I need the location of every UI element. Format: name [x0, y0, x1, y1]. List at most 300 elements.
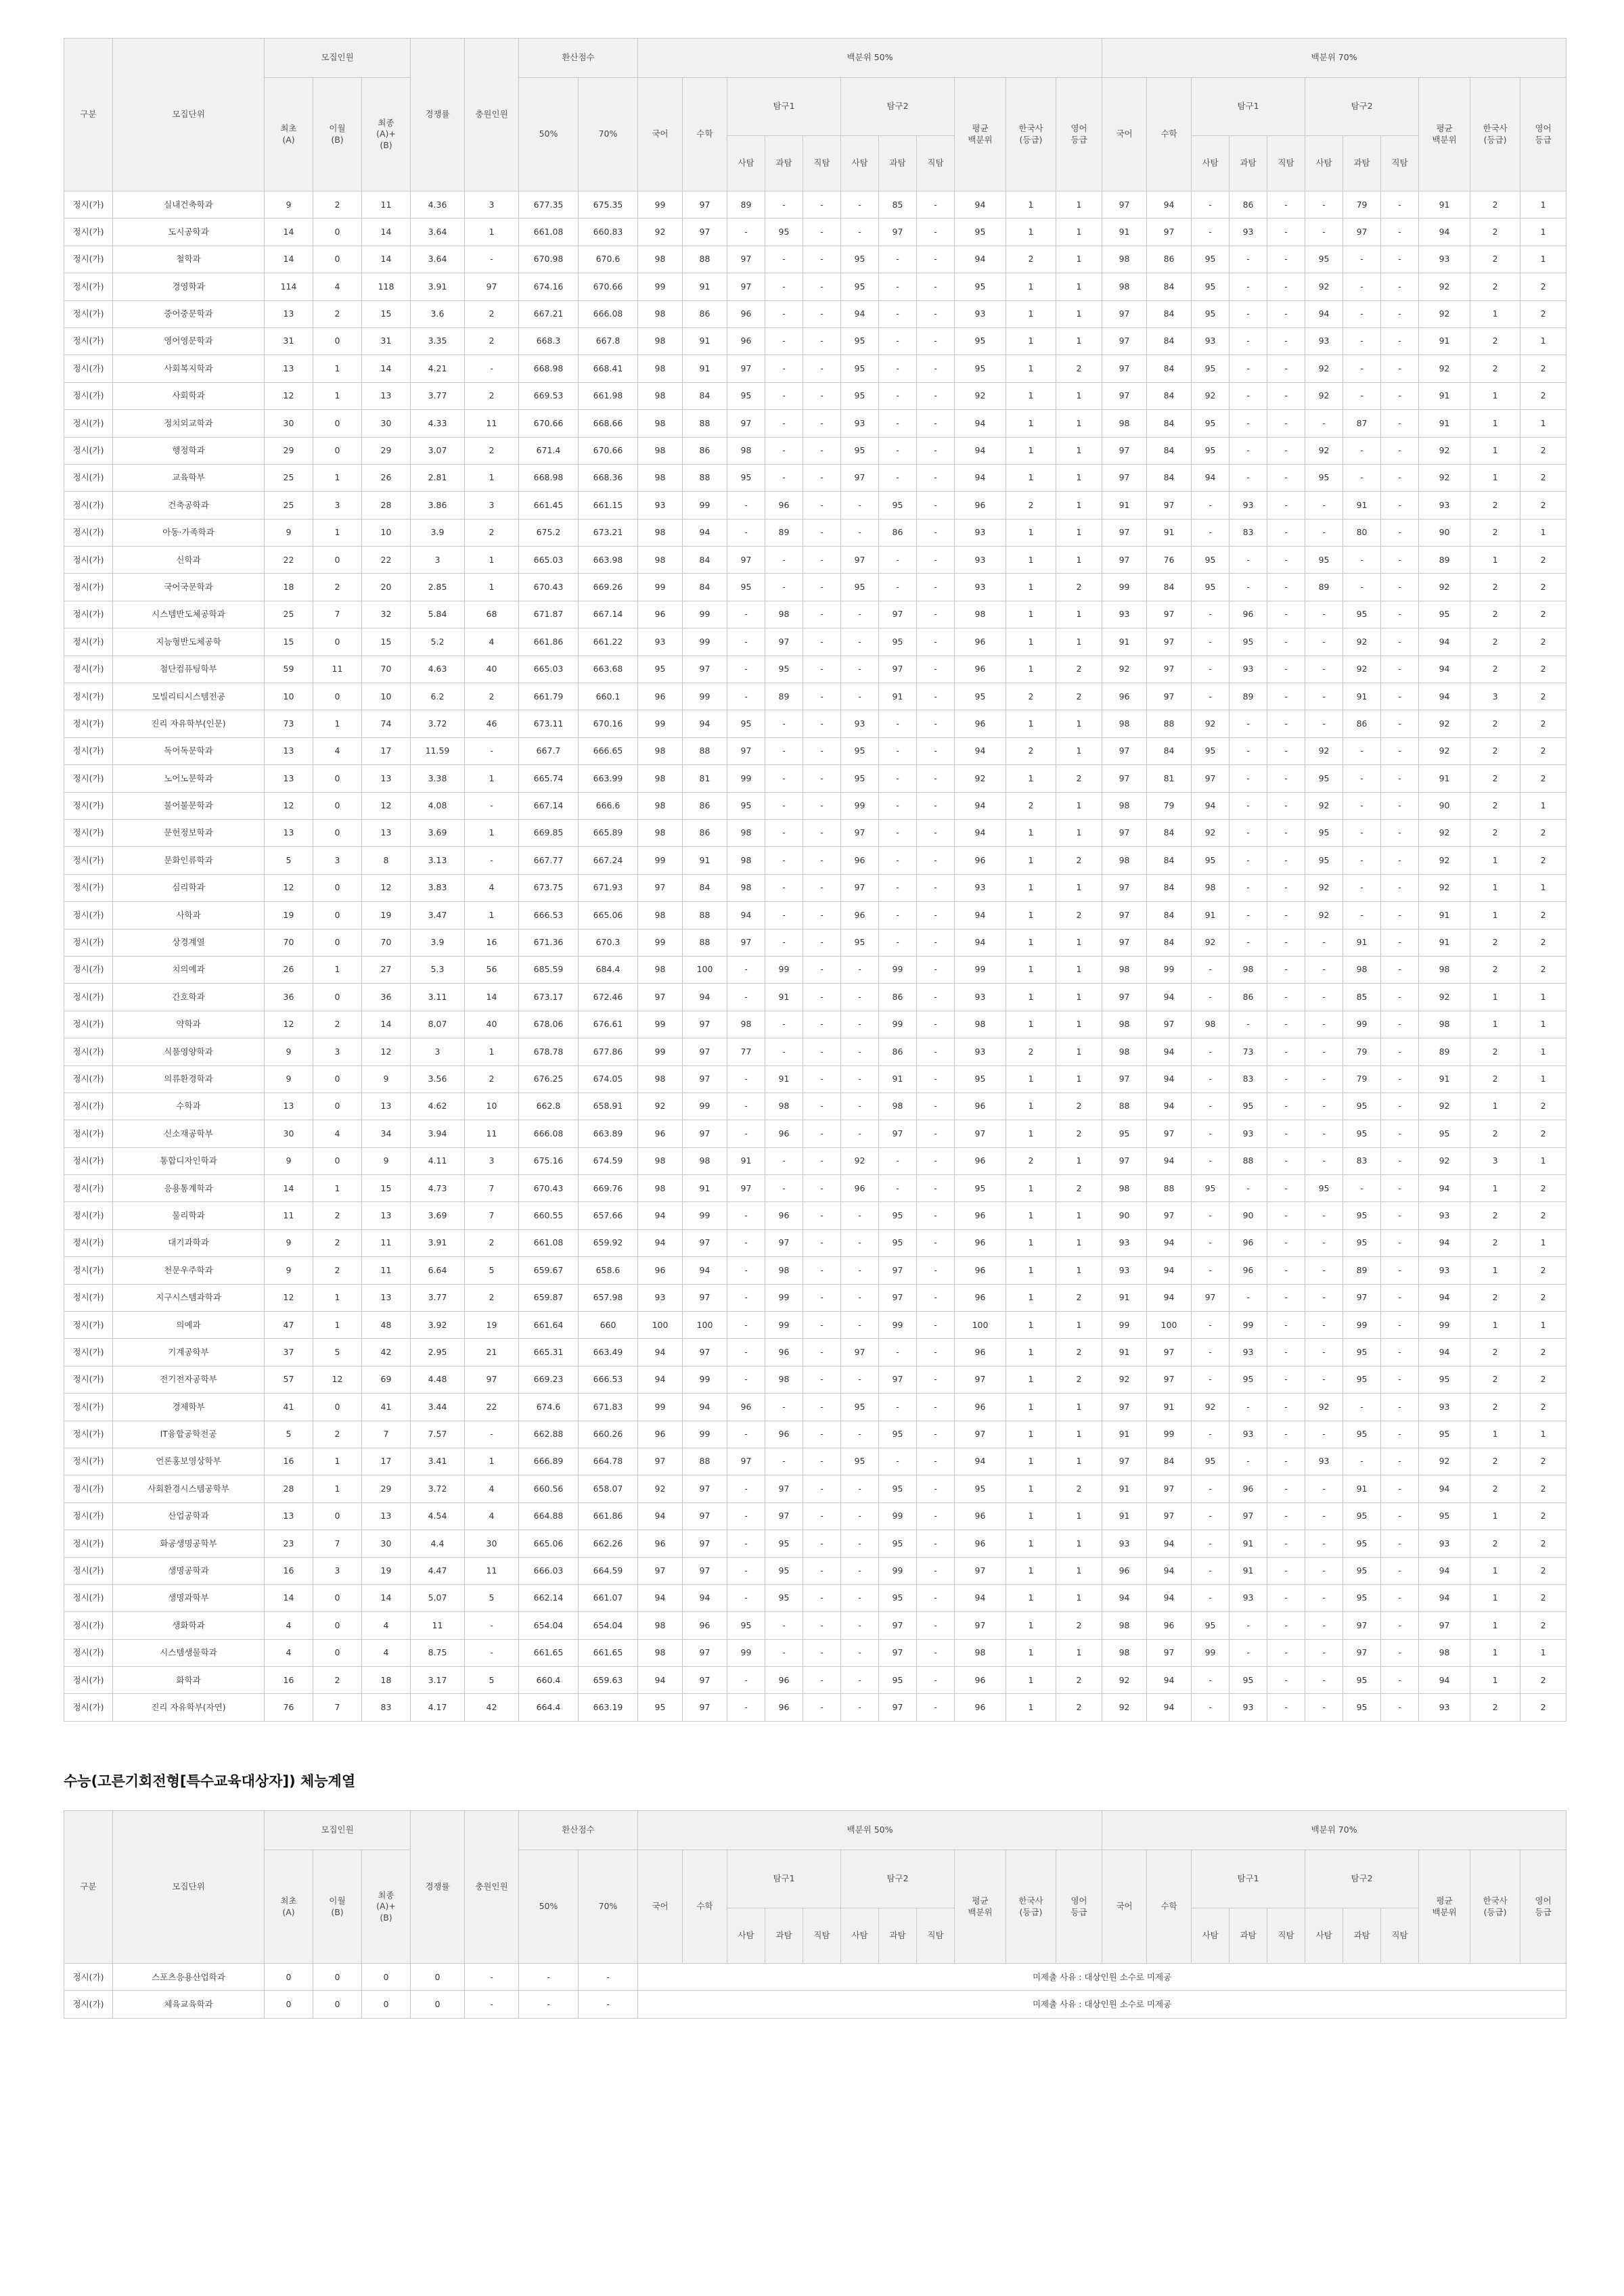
cell-inq2-social-50: 97	[841, 819, 879, 846]
cell-korean-70: 98	[1102, 1175, 1147, 1202]
cell-score-50: 673.17	[519, 984, 579, 1011]
header-competition: 경쟁률	[411, 39, 465, 191]
cell-inq2-social-70: -	[1305, 656, 1343, 683]
cell-avg-pct-70: 90	[1419, 519, 1470, 546]
cell-competition: 11.59	[411, 737, 465, 764]
header-inquiry1-70: 탐구1	[1192, 78, 1305, 136]
cell-inq1-social-50: 97	[727, 547, 765, 574]
cell-inq2-science-50: 86	[879, 1038, 917, 1065]
cell-inq2-social-70: 92	[1305, 1394, 1343, 1421]
cell-inq2-voc-50: -	[917, 874, 955, 901]
cell-english-70: 2	[1520, 273, 1566, 300]
cell-inq2-social-70: -	[1305, 1120, 1343, 1147]
cell-history-50: 1	[1006, 710, 1056, 737]
cell-avg-pct-70: 92	[1419, 847, 1470, 874]
cell-score-50: 685.59	[519, 956, 579, 983]
table-row	[64, 355, 1566, 382]
table-row	[64, 1011, 1566, 1038]
cell-inq2-voc-50: -	[917, 1147, 955, 1174]
cell-inq2-science-70: -	[1343, 300, 1381, 327]
cell-inq1-social-70: -	[1192, 1120, 1230, 1147]
header-inquiry2: 탐구2	[841, 78, 955, 136]
cell-history-70: 1	[1470, 847, 1520, 874]
cell-avg-pct-50: 96	[955, 1502, 1006, 1530]
cell-gubun: 정시(가)	[64, 819, 113, 846]
cell-inq2-science-70: 95	[1343, 1694, 1381, 1721]
cell-score-70: 661.15	[579, 492, 638, 519]
cell-inq2-voc-50: -	[917, 219, 955, 246]
cell-inq1-social-50: 98	[727, 847, 765, 874]
cell-english-50: 1	[1056, 492, 1102, 519]
cell-avg-pct-70: 91	[1419, 327, 1470, 354]
cell-english-70: 1	[1520, 1229, 1566, 1256]
cell-extra: -	[465, 355, 519, 382]
cell-inq1-voc-70: -	[1267, 1612, 1305, 1639]
cell-final-total: 13	[362, 1284, 411, 1311]
cell-avg-pct-70: 98	[1419, 1639, 1470, 1666]
cell-gubun: 정시(가)	[64, 710, 113, 737]
cell-korean-70: 98	[1102, 1612, 1147, 1639]
cell-math-50: 99	[683, 601, 727, 628]
header-science: 과탐	[765, 1908, 803, 1964]
cell-final-a: 26	[265, 956, 313, 983]
cell-final-total: 12	[362, 792, 411, 819]
cell-final-total: 13	[362, 382, 411, 409]
cell-inq2-science-50: 95	[879, 1202, 917, 1229]
cell-inq2-science-70: -	[1343, 246, 1381, 273]
cell-final-total: 13	[362, 765, 411, 792]
cell-competition: 3.72	[411, 1475, 465, 1502]
header-converted: 환산점수	[519, 1811, 638, 1850]
cell-score-70: 662.26	[579, 1530, 638, 1557]
cell-inq2-voc-70: -	[1381, 1475, 1419, 1502]
cell-inq1-voc-70: -	[1267, 1667, 1305, 1694]
header-pct50: 백분위 50%	[638, 39, 1102, 78]
cell-korean-50: 98	[638, 1065, 683, 1093]
cell-unit: 심리학과	[113, 874, 265, 901]
header-science: 과탐	[1343, 136, 1381, 191]
header-social: 사탐	[841, 136, 879, 191]
cell-avg-pct-50: 93	[955, 300, 1006, 327]
cell-english-50: 2	[1056, 902, 1102, 929]
cell-inq2-voc-70: -	[1381, 547, 1419, 574]
cell-korean-50: 96	[638, 1421, 683, 1448]
cell-inq2-social-50: 93	[841, 410, 879, 437]
cell-inq2-social-50: 95	[841, 765, 879, 792]
cell-final-total: 74	[362, 710, 411, 737]
admission-results-table	[64, 38, 1566, 1722]
cell-unit: 통합디자인학과	[113, 1147, 265, 1174]
cell-inq2-voc-70: -	[1381, 1065, 1419, 1093]
header-avg-pct-70: 평균 백분위	[1419, 78, 1470, 191]
cell-inq1-social-50: -	[727, 1584, 765, 1611]
cell-math-70: 84	[1147, 300, 1192, 327]
cell-korean-70: 92	[1102, 1694, 1147, 1721]
cell-competition: 4.48	[411, 1366, 465, 1393]
cell-math-70: 84	[1147, 355, 1192, 382]
cell-gubun: 정시(가)	[64, 327, 113, 354]
cell-inq1-voc-50: -	[803, 219, 841, 246]
cell-english-50: 1	[1056, 874, 1102, 901]
cell-extra: 56	[465, 956, 519, 983]
cell-history-50: 1	[1006, 1639, 1056, 1666]
cell-inq1-science-50: 97	[765, 1475, 803, 1502]
cell-score-70: 667.14	[579, 601, 638, 628]
cell-history-70: 2	[1470, 519, 1520, 546]
cell-score-70: 663.99	[579, 765, 638, 792]
cell-math-70: 94	[1147, 191, 1192, 219]
cell-inq1-science-50: -	[765, 874, 803, 901]
cell-inq2-voc-70: -	[1381, 1284, 1419, 1311]
cell-korean-50: 92	[638, 1093, 683, 1120]
cell-inq2-social-70: -	[1305, 1011, 1343, 1038]
header-history: 한국사 (등급)	[1006, 1850, 1056, 1964]
cell-score-70: 666.6	[579, 792, 638, 819]
cell-inq1-social-50: 97	[727, 929, 765, 956]
cell-inq1-voc-70: -	[1267, 574, 1305, 601]
cell-inq2-social-70: -	[1305, 492, 1343, 519]
cell-history-50: 1	[1006, 437, 1056, 464]
cell-history-50: 1	[1006, 327, 1056, 354]
cell-inq1-voc-50: -	[803, 547, 841, 574]
cell-inq2-voc-50: -	[917, 1502, 955, 1530]
cell-inq2-voc-50: -	[917, 984, 955, 1011]
cell-history-50: 1	[1006, 464, 1056, 491]
cell-english-50: 2	[1056, 1339, 1102, 1366]
cell-korean-70: 93	[1102, 601, 1147, 628]
cell-score-50: 675.16	[519, 1147, 579, 1174]
table-row	[64, 300, 1566, 327]
cell-korean-70: 97	[1102, 547, 1147, 574]
cell-carry-b: 1	[313, 710, 362, 737]
table-row	[64, 492, 1566, 519]
cell-inq1-science-50: -	[765, 246, 803, 273]
cell-english-50: 1	[1056, 1257, 1102, 1284]
cell-korean-70: 98	[1102, 710, 1147, 737]
cell-inq2-social-70: -	[1305, 1557, 1343, 1584]
cell-inq2-social-70: -	[1305, 519, 1343, 546]
cell-inq1-social-50: 91	[727, 1147, 765, 1174]
cell-avg-pct-50: 96	[955, 1147, 1006, 1174]
cell-final-a: 114	[265, 273, 313, 300]
cell-history-50: 1	[1006, 1011, 1056, 1038]
cell-score-50: 670.98	[519, 246, 579, 273]
cell-korean-50: 94	[638, 1667, 683, 1694]
cell-inq2-social-70: 92	[1305, 737, 1343, 764]
cell-unit: 의예과	[113, 1312, 265, 1339]
cell-score-50: 668.98	[519, 464, 579, 491]
cell-math-70: 94	[1147, 1694, 1192, 1721]
cell-history-70: 2	[1470, 219, 1520, 246]
cell-gubun: 정시(가)	[64, 902, 113, 929]
cell-competition: 4.63	[411, 656, 465, 683]
cell-inq2-voc-70: -	[1381, 327, 1419, 354]
cell-competition: 3.41	[411, 1448, 465, 1475]
cell-inq1-social-70: -	[1192, 984, 1230, 1011]
cell-unit: 천문우주학과	[113, 1257, 265, 1284]
cell-inq2-social-70: 89	[1305, 574, 1343, 601]
cell-inq1-science-70: -	[1230, 382, 1267, 409]
cell-inq1-voc-70: -	[1267, 1038, 1305, 1065]
cell-score-70: 658.07	[579, 1475, 638, 1502]
table-row	[64, 683, 1566, 710]
cell-inq1-social-70: 95	[1192, 246, 1230, 273]
cell-inq1-science-70: -	[1230, 464, 1267, 491]
cell-inq1-voc-70: -	[1267, 1257, 1305, 1284]
cell-final-total: 11	[362, 1229, 411, 1256]
cell-unit: 지구시스템과학과	[113, 1284, 265, 1311]
table-row	[64, 1667, 1566, 1694]
cell-carry-b: 0	[313, 929, 362, 956]
cell-score-70: 670.16	[579, 710, 638, 737]
cell-history-70: 2	[1470, 1448, 1520, 1475]
cell-history-50: 1	[1006, 1065, 1056, 1093]
cell-inq1-social-70: 92	[1192, 382, 1230, 409]
cell-math-50: 94	[683, 519, 727, 546]
cell-inq2-science-70: 91	[1343, 929, 1381, 956]
cell-inq1-social-70: 95	[1192, 847, 1230, 874]
table-row	[64, 246, 1566, 273]
cell-inq2-social-70: 93	[1305, 1448, 1343, 1475]
cell-unit: 첨단컴퓨팅학부	[113, 656, 265, 683]
cell-korean-70: 91	[1102, 492, 1147, 519]
cell-inq1-voc-70: -	[1267, 1557, 1305, 1584]
cell-math-50: 97	[683, 1284, 727, 1311]
cell-inq2-science-50: 95	[879, 1667, 917, 1694]
cell-score-50: 661.86	[519, 628, 579, 656]
cell-korean-50: 98	[638, 519, 683, 546]
cell-inq1-voc-70: -	[1267, 1475, 1305, 1502]
cell-inq1-social-70: -	[1192, 1257, 1230, 1284]
cell-final-total: 13	[362, 819, 411, 846]
cell-math-70: 94	[1147, 1284, 1192, 1311]
cell-math-70: 97	[1147, 219, 1192, 246]
cell-inq2-voc-70: -	[1381, 1257, 1419, 1284]
cell-score-50: 660.55	[519, 1202, 579, 1229]
cell-final-total: 12	[362, 1038, 411, 1065]
cell-extra: 42	[465, 1694, 519, 1721]
cell-inq2-voc-70: -	[1381, 902, 1419, 929]
header-english: 영어 등급	[1056, 78, 1102, 191]
cell-unit: 진리 자유학부(자연)	[113, 1694, 265, 1721]
cell-inq2-voc-70: -	[1381, 765, 1419, 792]
cell-inq1-science-70: -	[1230, 1612, 1267, 1639]
cell-avg-pct-70: 92	[1419, 984, 1470, 1011]
cell-unit: 의류환경학과	[113, 1065, 265, 1093]
cell-english-50: 2	[1056, 1694, 1102, 1721]
cell-gubun: 정시(가)	[64, 1229, 113, 1256]
cell-inq2-social-50: -	[841, 1202, 879, 1229]
cell-math-70: 79	[1147, 792, 1192, 819]
cell-inq1-science-70: -	[1230, 273, 1267, 300]
cell-english-50: 1	[1056, 1147, 1102, 1174]
cell-english-70: 2	[1520, 547, 1566, 574]
cell-inq2-voc-70: -	[1381, 984, 1419, 1011]
cell-inq1-science-50: 96	[765, 1667, 803, 1694]
cell-inq2-social-70: -	[1305, 984, 1343, 1011]
cell-gubun: 정시(가)	[64, 1284, 113, 1311]
cell-inq1-science-70: 96	[1230, 601, 1267, 628]
cell-korean-50: 96	[638, 1530, 683, 1557]
cell-inq1-voc-50: -	[803, 410, 841, 437]
cell-english-50: 1	[1056, 1038, 1102, 1065]
cell-inq2-science-50: -	[879, 710, 917, 737]
cell-final-a: 9	[265, 1038, 313, 1065]
cell-avg-pct-50: 95	[955, 219, 1006, 246]
cell-history-50: 1	[1006, 765, 1056, 792]
cell-final-total: 4	[362, 1612, 411, 1639]
cell-avg-pct-50: 95	[955, 1475, 1006, 1502]
cell-score-50: 676.25	[519, 1065, 579, 1093]
cell-korean-50: 94	[638, 1229, 683, 1256]
cell-inq2-science-50: 97	[879, 1612, 917, 1639]
cell-history-50: 1	[1006, 1557, 1056, 1584]
cell-inq1-social-50: 96	[727, 300, 765, 327]
cell-inq2-science-50: -	[879, 902, 917, 929]
cell-math-70: 99	[1147, 956, 1192, 983]
cell-extra: 2	[465, 327, 519, 354]
cell-math-70: 97	[1147, 1339, 1192, 1366]
cell-math-50: 86	[683, 819, 727, 846]
cell-history-70: 2	[1470, 1394, 1520, 1421]
cell-inq2-social-70: -	[1305, 601, 1343, 628]
cell-inq1-social-50: -	[727, 984, 765, 1011]
cell-inq2-social-50: 94	[841, 300, 879, 327]
cell-final-a: 14	[265, 219, 313, 246]
cell-final-total: 9	[362, 1147, 411, 1174]
cell-competition: 4.08	[411, 792, 465, 819]
cell-inq1-social-50: -	[727, 1202, 765, 1229]
cell-english-70: 2	[1520, 1175, 1566, 1202]
cell-history-70: 2	[1470, 628, 1520, 656]
cell-extra: 1	[465, 547, 519, 574]
cell-final-total: 17	[362, 737, 411, 764]
cell-avg-pct-50: 96	[955, 628, 1006, 656]
cell-avg-pct-70: 89	[1419, 1038, 1470, 1065]
cell-history-70: 1	[1470, 382, 1520, 409]
cell-inq2-science-70: 95	[1343, 1229, 1381, 1256]
cell-math-70: 97	[1147, 1366, 1192, 1393]
cell-history-50: 1	[1006, 656, 1056, 683]
cell-inq1-social-70: 95	[1192, 1448, 1230, 1475]
cell-english-70: 2	[1520, 437, 1566, 464]
cell-english-70: 1	[1520, 1421, 1566, 1448]
cell-score-70: 665.06	[579, 902, 638, 929]
cell-final-a: 30	[265, 410, 313, 437]
cell-inq1-social-70: 98	[1192, 1011, 1230, 1038]
cell-score-70: 660	[579, 1312, 638, 1339]
cell-inq1-science-70: 93	[1230, 492, 1267, 519]
cell-math-70: 94	[1147, 1093, 1192, 1120]
cell-history-70: 2	[1470, 191, 1520, 219]
cell-carry-b: 5	[313, 1339, 362, 1366]
cell-inq2-science-70: 79	[1343, 1065, 1381, 1093]
cell-inq1-science-50: -	[765, 547, 803, 574]
cell-score-50: 678.06	[519, 1011, 579, 1038]
cell-extra: 2	[465, 1284, 519, 1311]
cell-inq2-voc-50: -	[917, 819, 955, 846]
cell-inq1-social-50: -	[727, 1557, 765, 1584]
cell-final-total: 4	[362, 1639, 411, 1666]
cell-inq1-science-50: -	[765, 410, 803, 437]
cell-competition: 3.64	[411, 219, 465, 246]
cell-inq1-voc-50: -	[803, 792, 841, 819]
cell-final-a: 37	[265, 1339, 313, 1366]
cell-unit: 생명공학과	[113, 1557, 265, 1584]
cell-inq2-voc-70: -	[1381, 464, 1419, 491]
cell-carry-b: 1	[313, 1312, 362, 1339]
cell-inq1-social-50: -	[727, 683, 765, 710]
cell-english-50: 1	[1056, 1394, 1102, 1421]
cell-avg-pct-50: 96	[955, 1093, 1006, 1120]
cell-english-70: 2	[1520, 737, 1566, 764]
cell-inq1-science-50: 95	[765, 1557, 803, 1584]
cell-inq2-social-50: -	[841, 1312, 879, 1339]
cell-inq1-social-70: -	[1192, 1339, 1230, 1366]
cell-inq2-voc-50: -	[917, 1202, 955, 1229]
cell-inq1-voc-70: -	[1267, 874, 1305, 901]
cell-korean-70: 97	[1102, 737, 1147, 764]
cell-inq1-voc-70: -	[1267, 847, 1305, 874]
cell-english-70: 2	[1520, 300, 1566, 327]
cell-gubun: 정시(가)	[64, 1502, 113, 1530]
table-header	[64, 39, 1566, 191]
cell-final-total: 0	[362, 1991, 411, 2018]
cell-carry-b: 7	[313, 601, 362, 628]
cell-inq2-social-50: -	[841, 1038, 879, 1065]
cell-score-50: 675.2	[519, 519, 579, 546]
cell-unit: 사회학과	[113, 382, 265, 409]
cell-competition: 4.11	[411, 1147, 465, 1174]
table-row	[64, 956, 1566, 983]
cell-final-total: 14	[362, 1011, 411, 1038]
cell-korean-70: 93	[1102, 1530, 1147, 1557]
cell-inq2-voc-50: -	[917, 1475, 955, 1502]
cell-inq2-voc-50: -	[917, 1421, 955, 1448]
cell-history-70: 2	[1470, 1366, 1520, 1393]
cell-final-a: 12	[265, 874, 313, 901]
cell-score-50: -	[519, 1964, 579, 1991]
cell-inq2-science-50: -	[879, 792, 917, 819]
cell-math-50: 99	[683, 492, 727, 519]
cell-final-total: 70	[362, 656, 411, 683]
cell-math-50: 94	[683, 984, 727, 1011]
cell-korean-70: 96	[1102, 1557, 1147, 1584]
cell-inq1-social-70: 95	[1192, 737, 1230, 764]
cell-final-a: 9	[265, 191, 313, 219]
cell-avg-pct-70: 91	[1419, 929, 1470, 956]
cell-inq1-social-50: -	[727, 1339, 765, 1366]
cell-math-70: 91	[1147, 519, 1192, 546]
cell-inq1-science-50: 95	[765, 219, 803, 246]
cell-inq2-science-70: 79	[1343, 191, 1381, 219]
cell-inq1-voc-50: -	[803, 1120, 841, 1147]
cell-inq1-science-70: -	[1230, 902, 1267, 929]
cell-inq1-science-70: 96	[1230, 1475, 1267, 1502]
cell-math-70: 97	[1147, 1011, 1192, 1038]
cell-history-70: 2	[1470, 956, 1520, 983]
cell-korean-70: 92	[1102, 1667, 1147, 1694]
cell-korean-70: 98	[1102, 273, 1147, 300]
cell-math-50: 99	[683, 1202, 727, 1229]
cell-avg-pct-50: 97	[955, 1421, 1006, 1448]
cell-inq1-social-70: 94	[1192, 464, 1230, 491]
cell-history-70: 2	[1470, 246, 1520, 273]
cell-unit: 교육학부	[113, 464, 265, 491]
cell-inq1-science-70: 83	[1230, 1065, 1267, 1093]
cell-inq1-voc-70: -	[1267, 1694, 1305, 1721]
cell-math-50: 88	[683, 902, 727, 929]
